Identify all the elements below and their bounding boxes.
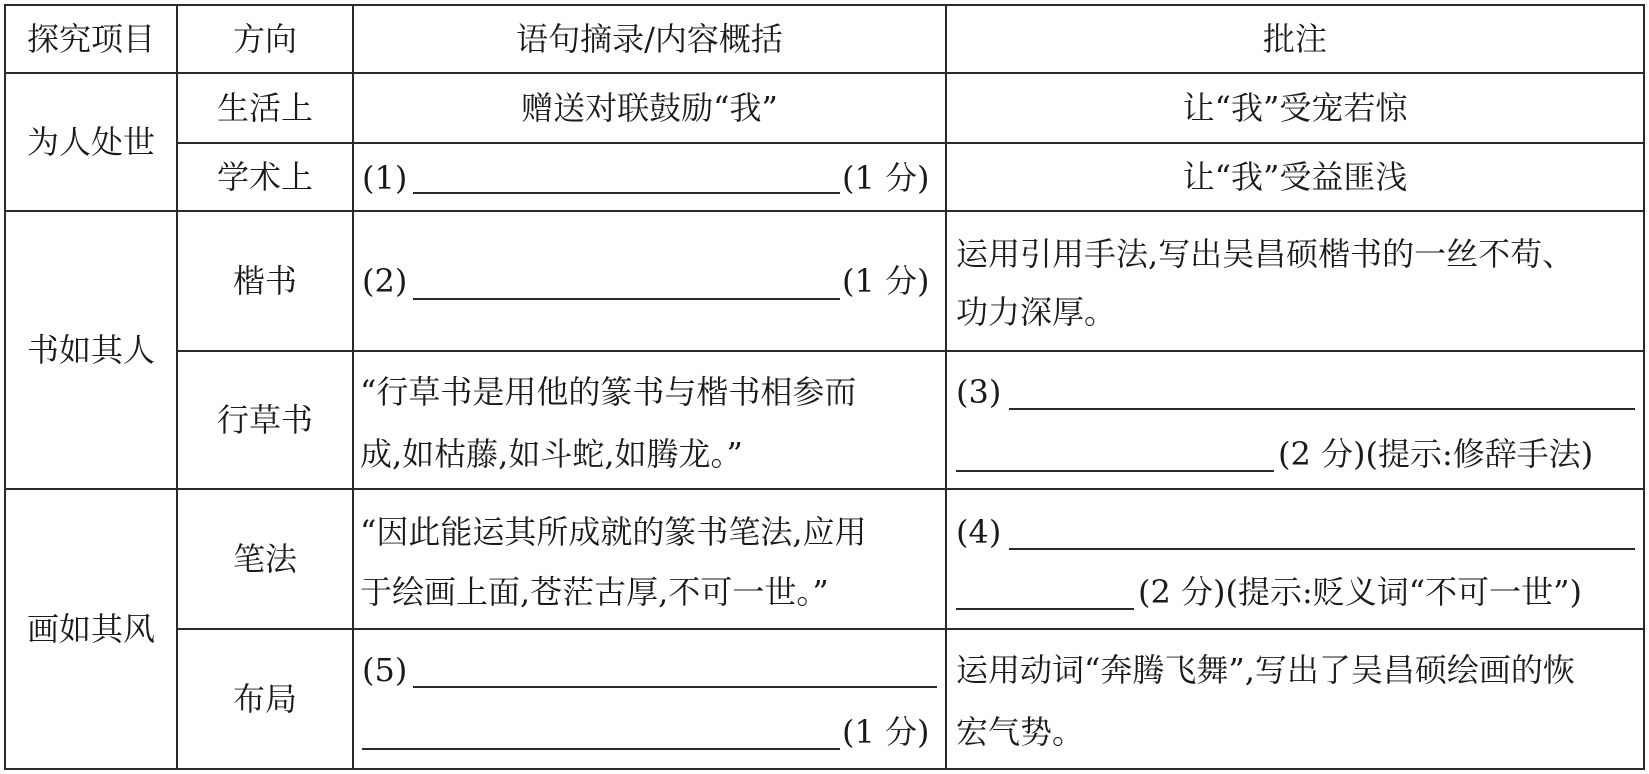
header-content: 语句摘录/内容概括 xyxy=(516,20,783,58)
answer-blank-4a[interactable] xyxy=(1009,548,1635,550)
answer-blank-2[interactable] xyxy=(413,298,840,300)
section-label: 为人处世 xyxy=(26,123,155,161)
table-border xyxy=(176,628,1645,630)
content-line: 于绘画上面,苍茫古厚,不可一世。” xyxy=(360,573,829,611)
table-border xyxy=(4,768,1645,770)
content-cell: 赠送对联鼓励“我” xyxy=(521,89,778,127)
direction-cell: 学术上 xyxy=(216,158,313,196)
answer-blank-3a[interactable] xyxy=(1009,408,1635,410)
table-border xyxy=(176,350,1645,352)
question-number: (2) xyxy=(362,262,408,300)
table-border xyxy=(1643,4,1645,770)
score-label: (1 分) xyxy=(842,713,930,751)
direction-cell: 笔法 xyxy=(232,540,297,578)
direction-cell: 生活上 xyxy=(216,89,313,127)
direction-cell: 布局 xyxy=(232,680,297,718)
note-line: 运用动词“奔腾飞舞”,写出了吴昌硕绘画的恢 xyxy=(956,651,1575,689)
score-label: (1 分) xyxy=(842,262,930,300)
hint-label: (2 分)(提示:修辞手法) xyxy=(1278,435,1594,473)
hint-label: (2 分)(提示:贬义词“不可一世”) xyxy=(1138,573,1582,611)
note-cell: 让“我”受益匪浅 xyxy=(1182,158,1408,196)
question-number: (5) xyxy=(362,651,408,689)
answer-blank-3b[interactable] xyxy=(956,470,1274,472)
section-label: 画如其风 xyxy=(26,610,155,648)
content-line: “行草书是用他的篆书与楷书相参而 xyxy=(360,373,857,411)
question-number: (1) xyxy=(362,159,408,197)
content-line: 成,如枯藤,如斗蛇,如腾龙。” xyxy=(360,435,743,473)
direction-cell: 楷书 xyxy=(232,262,297,300)
answer-blank-5b[interactable] xyxy=(362,748,840,750)
answer-blank-5a[interactable] xyxy=(413,686,937,688)
note-line: 功力深厚。 xyxy=(956,293,1117,331)
header-direction: 方向 xyxy=(232,20,297,58)
answer-blank-4b[interactable] xyxy=(956,608,1134,610)
answer-blank-1[interactable] xyxy=(413,192,840,194)
question-number: (3) xyxy=(956,373,1002,411)
section-label: 书如其人 xyxy=(26,331,155,369)
header-project: 探究项目 xyxy=(26,20,155,58)
score-label: (1 分) xyxy=(842,159,930,197)
direction-cell: 行草书 xyxy=(216,401,313,439)
note-cell: 让“我”受宠若惊 xyxy=(1182,89,1408,127)
note-line: 宏气势。 xyxy=(956,713,1085,751)
content-line: “因此能运其所成就的篆书笔法,应用 xyxy=(360,513,867,551)
note-line: 运用引用手法,写出吴昌硕楷书的一丝不苟、 xyxy=(956,235,1575,273)
question-number: (4) xyxy=(956,513,1002,551)
header-note: 批注 xyxy=(1262,20,1327,58)
